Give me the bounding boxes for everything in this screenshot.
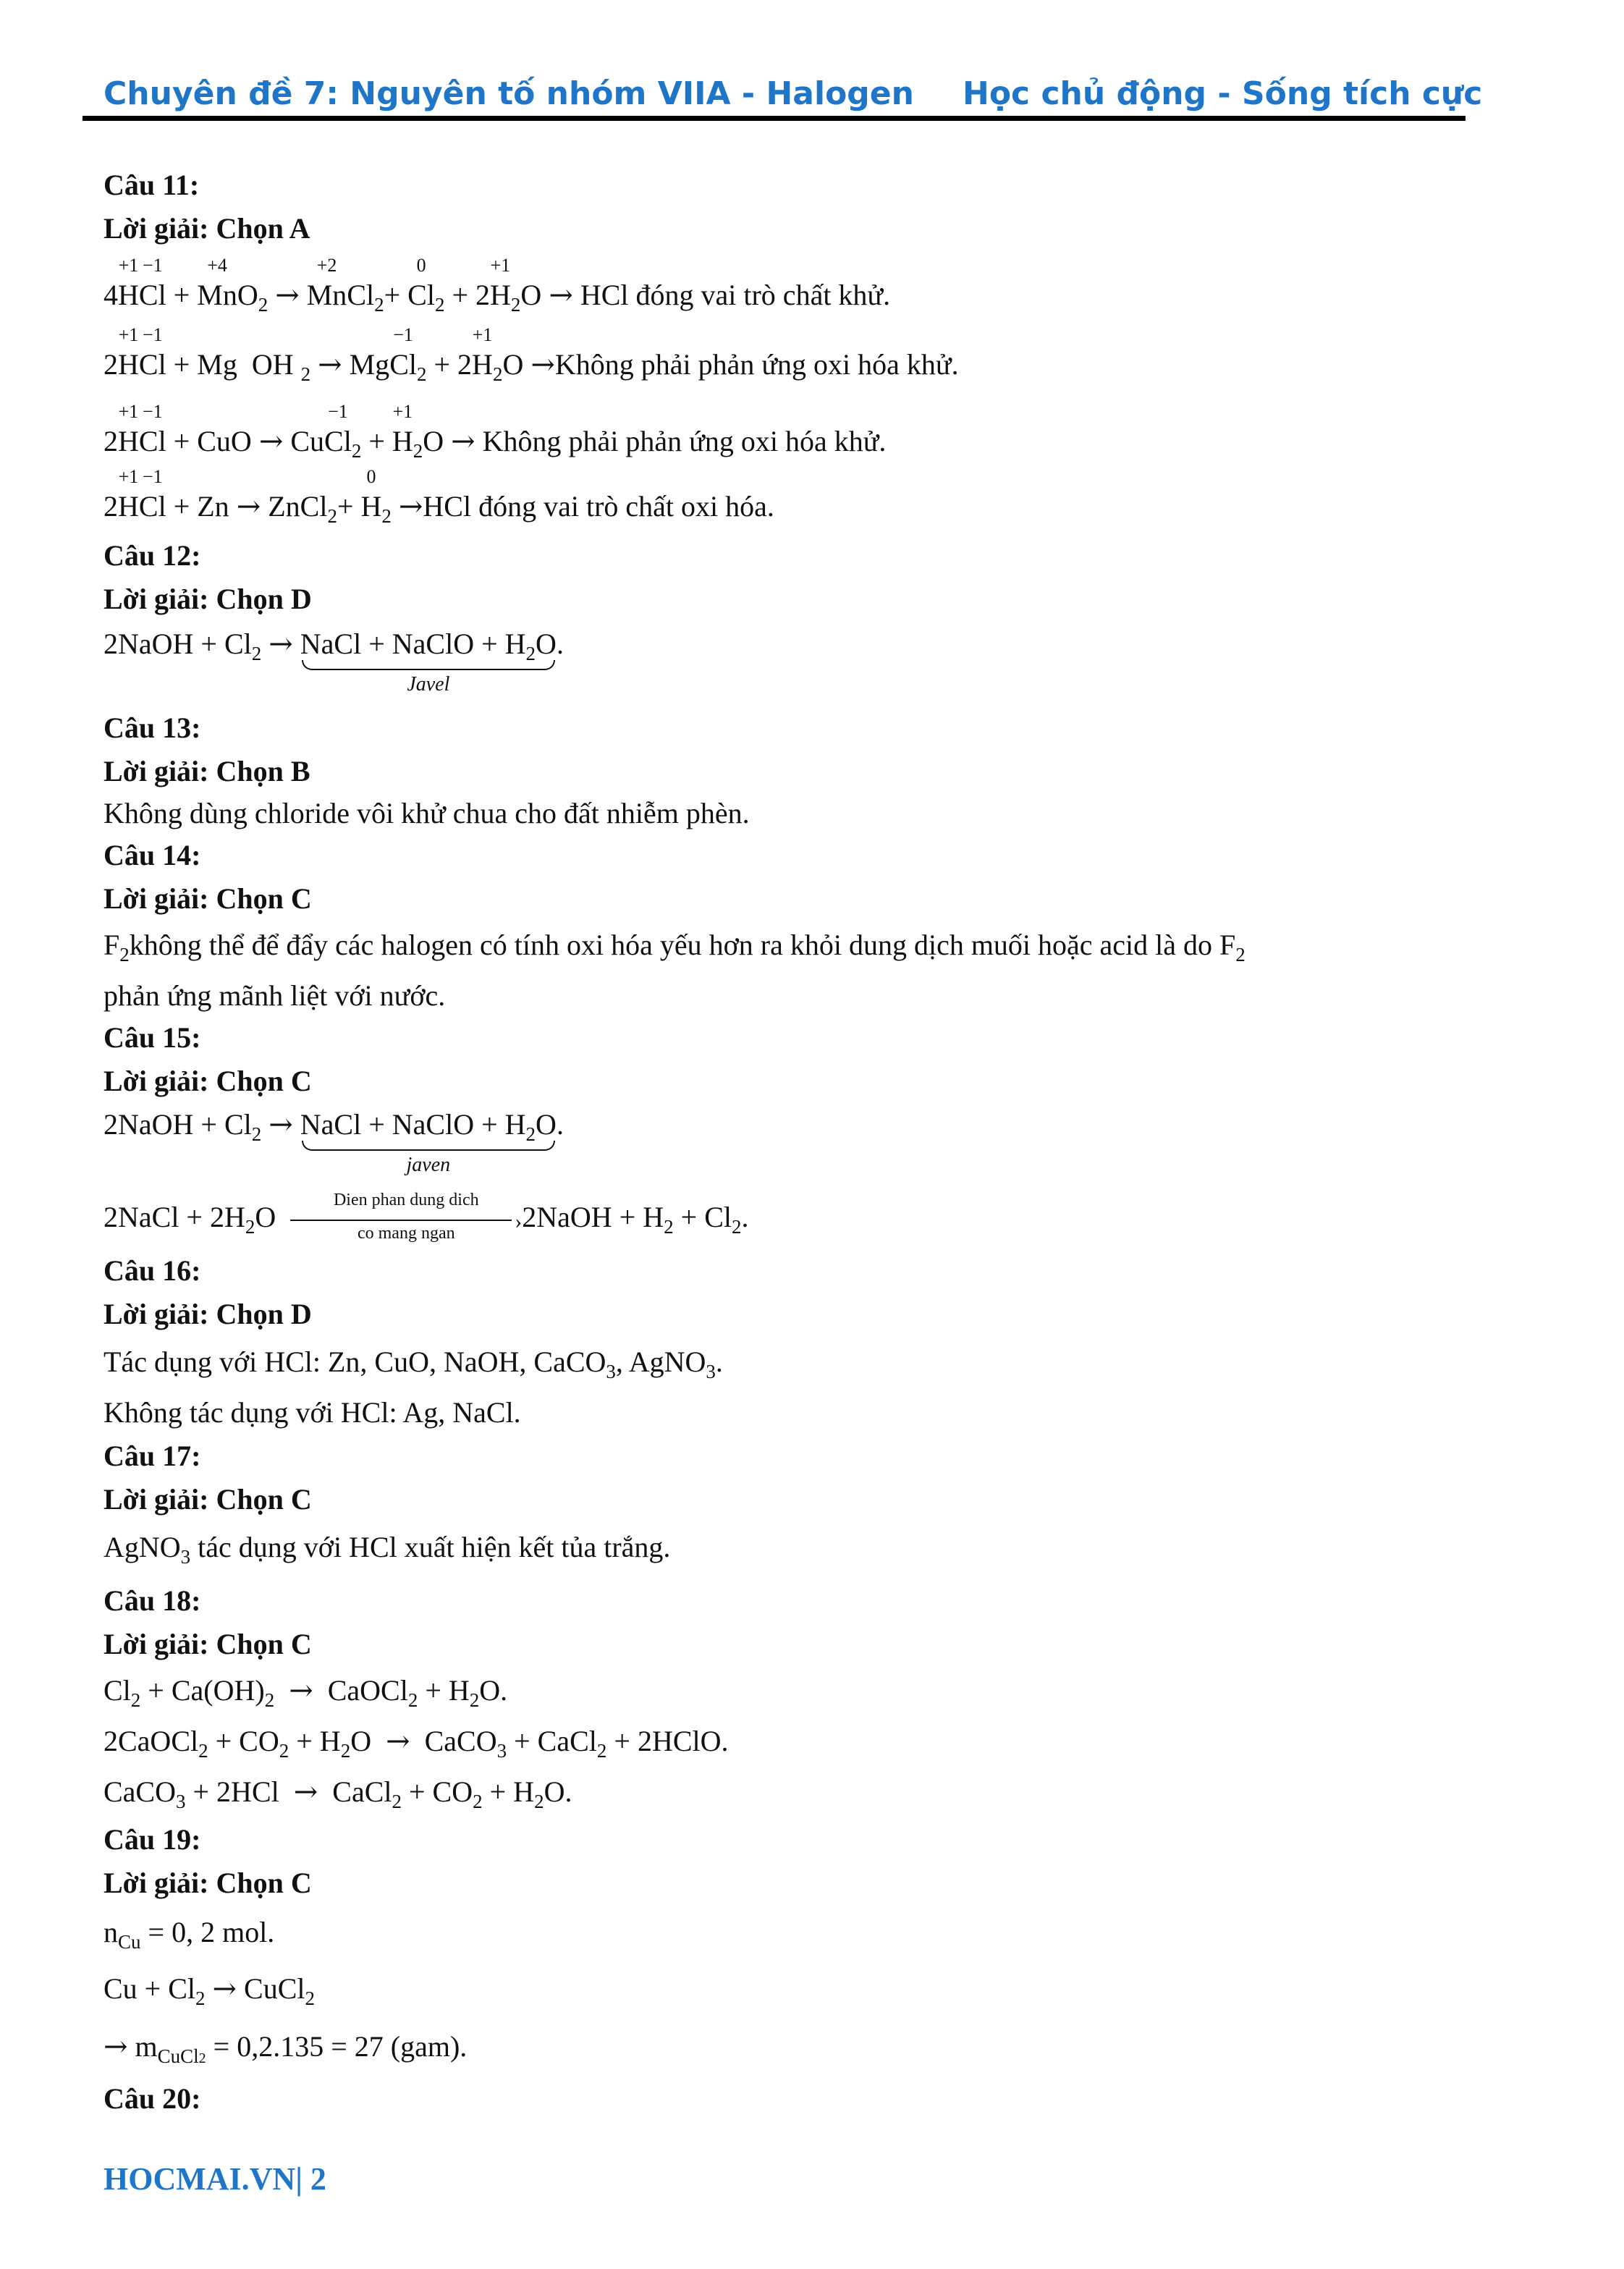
question-19-mass-calc: → $m_{CuCl2} = 0,2.135 = 27$ (gam). [103,2030,468,2067]
question-16-title: Câu 16: [103,1254,201,1287]
question-18-title: Câu 18: [103,1584,201,1617]
question-18-equation-2: 2CaOCl$_2$ + $CO_2 + H_2O$ → CaCO$_3$ + CaCl$_2$ + 2HClO. [103,1725,729,1762]
question-17-answer: Lời giải: Chọn C [103,1483,312,1516]
question-13-answer: Lời giải: Chọn B [103,755,310,787]
question-18-equation-1: $Cl_2 + Ca(OH)_2$ → CaOCl$_2$ + $H_2O$. [103,1674,508,1711]
question-11-equation-1: 4H +1 Cl −1 + Mn +4 $O_2 \to Mn$ +2 $Cl_2+ Cl$ 0 $_2$ + 2H +1 $_2$O → HCl đóng vai trò chất khử. [103,255,891,316]
question-11-equation-2: 2H +1 Cl −1 + Mg OH $_2$ → MgCl −1 $_2$ + 2H +1 $_2$O →Không phải phản ứng oxi hóa khử. [103,324,959,385]
question-18-answer: Lời giải: Chọn C [103,1628,312,1660]
question-14-text-line-1: $F_2không$ thể để đẩy các halogen có tính oxi hóa yếu hơn ra khỏi dung dịch muối hoặc acid là do $F_2$ [103,929,1246,966]
question-11-answer: Lời giải: Chọn A [103,212,310,245]
question-18-equation-3: CaCO$_3$ + 2HCl → CaCl$_2$ + $CO_2 + H_2O$. [103,1775,572,1812]
question-19-equation: $Cu + Cl_2$ → CuCl$_2$ [103,1972,316,2009]
question-14-text-line-2: phản ứng mãnh liệt với nước. [103,979,446,1012]
question-12-answer: Lời giải: Chọn D [103,583,312,615]
question-13-title: Câu 13: [103,711,201,744]
question-19-mole-calc: $n_{Cu} = 0$, 2 mol. [103,1916,275,1953]
header-topic-title: Chuyên đề 7: Nguyên tố nhóm VIIA - Halogen [103,75,914,112]
question-15-title: Câu 15: [103,1021,201,1054]
question-19-title: Câu 19: [103,1823,201,1856]
question-11-equation-3: 2H +1 Cl −1 + CuO → CuCl −1 $_2$ + H +1 $_2$O → Không phải phản ứng oxi hóa khử. [103,401,887,462]
question-12-equation: 2NaOH + $Cl_2$ → NaCl + NaClO + $H_2O$ Javel . [103,628,564,696]
question-17-text: AgNO$_3$ tác dụng với HCl xuất hiện kết tủa trắng. [103,1531,671,1568]
question-15-answer: Lời giải: Chọn C [103,1065,312,1097]
question-16-line-1: Tác dụng với HCl: Zn, CuO, NaOH, CaCO$_3$, AgNO$_3$. [103,1345,723,1382]
question-13-text: Không dùng chloride vôi khử chua cho đất nhiễm phèn. [103,797,750,829]
question-15-equation-1: 2NaOH + $Cl_2$ → NaCl + NaClO + $H_2O$ javen . [103,1108,564,1176]
footer-page-label: HOCMAI.VN| 2 [103,2161,326,2197]
question-15-equation-2: 2NaCl + $2H_2O$ Dien phan dung dich › co mang ngan 2NaOH + $H_2 + Cl_2$. [103,1190,749,1243]
question-16-line-2: Không tác dụng với HCl: Ag, NaCl. [103,1396,521,1429]
question-14-title: Câu 14: [103,839,201,871]
header-divider [83,116,1466,121]
question-19-answer: Lời giải: Chọn C [103,1867,312,1899]
question-12-title: Câu 12: [103,539,201,572]
question-11-title: Câu 11: [103,169,200,201]
question-20-title: Câu 20: [103,2082,201,2115]
header-slogan: Học chủ động - Sống tích cực [963,75,1483,112]
question-11-equation-4: 2H +1 Cl −1 + Zn → ZnCl$_2$+ H 0 $_2$ →HCl đóng vai trò chất oxi hóa. [103,466,774,527]
question-16-answer: Lời giải: Chọn D [103,1298,312,1330]
question-17-title: Câu 17: [103,1440,201,1472]
question-14-answer: Lời giải: Chọn C [103,882,312,915]
